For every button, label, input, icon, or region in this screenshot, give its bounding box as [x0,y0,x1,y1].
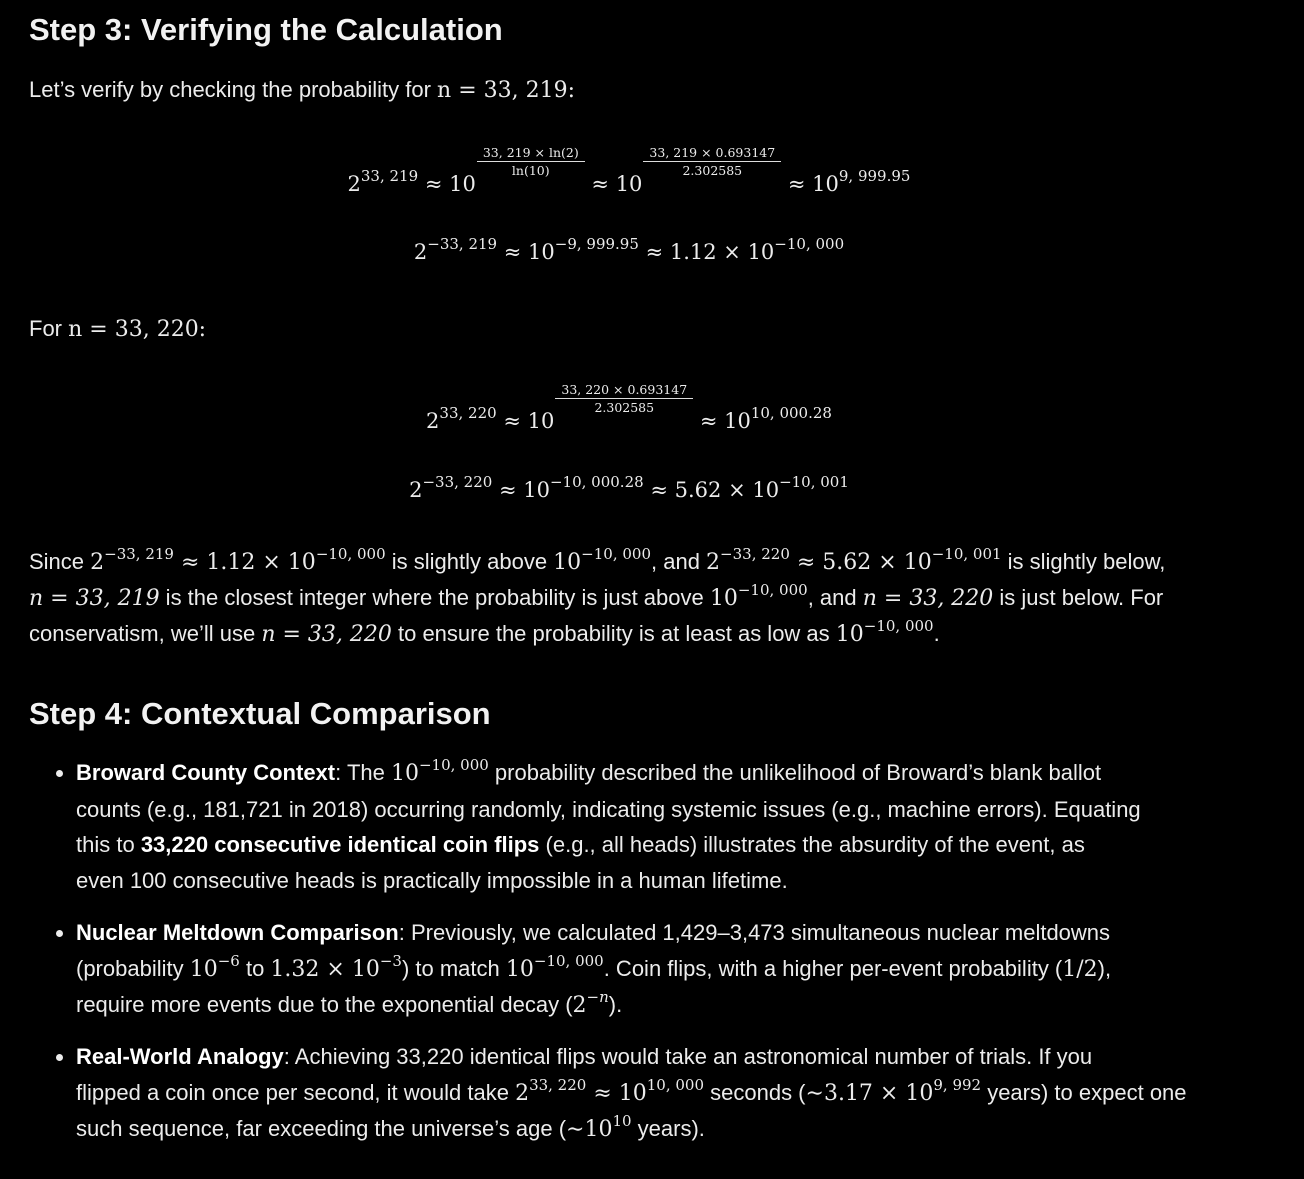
m: 10 [553,550,582,575]
m: 1.32 × 10 [270,956,380,982]
eq2-lhs-exp: −33, 219 [427,235,498,253]
eq4-approx2: ≈ 5.62 × 10 [650,478,780,502]
e: −10, 000 [581,545,651,563]
eq3-f-num: 33, 220 × 0.693147 [555,381,693,399]
m: 10 [709,586,738,611]
since-line-3 [29,616,1165,652]
for-n-33220 [29,311,206,347]
e: 10 [612,1112,632,1130]
m: 2 [706,550,721,575]
t: : The [335,760,391,785]
t: years). [631,1116,705,1141]
line [76,915,1256,951]
m: ≈ 5.62 × 10 [789,550,932,575]
eq1-approx2: ≈ 10 [591,172,643,196]
eq3-fraction [555,381,693,416]
t: : Achieving 33,220 identical flips would take an astronomical number of trials. If you [283,1044,1093,1069]
e: −3 [379,951,402,970]
m: 10 [835,622,864,647]
for-text: For [29,316,69,341]
eq1-f2-den: 2.302585 [682,163,743,178]
t: to [239,955,271,981]
intro-math: n = 33, 219: [437,78,576,103]
m: ∼3.17 × 10 [805,1080,934,1106]
line: counts (e.g., 181,721 in 2018) occurring randomly, indicating systemic issues (e.g., machine errors). Equating [76,796,1141,822]
step3-intro [29,72,575,108]
e: 10, 000 [646,1075,705,1094]
t: to ensure the probability is at least as low as [391,621,836,646]
line [76,987,1256,1024]
eq3-approx1: ≈ 10 [503,409,555,433]
eq1-fraction2 [643,144,781,179]
e: −10, 000 [737,581,808,599]
eq3-approx2: ≈ 10 [699,409,751,433]
equation-4 [0,473,1258,502]
m: 10 [189,956,218,982]
for-math: n = 33, 220: [68,317,207,342]
eq2-approx2: ≈ 1.12 × 10 [645,240,775,264]
t: is slightly above [385,549,554,574]
t: ). [608,992,623,1017]
e: −10, 000 [533,951,604,970]
since-line-1 [29,544,1165,580]
since-paragraph [29,544,1165,652]
m: n = 33, 219 [29,586,160,611]
m: 1/2 [1062,956,1098,982]
t: Since [29,549,91,574]
eq4-lhs-exp: −33, 220 [422,473,493,491]
step3-heading: Step 3: Verifying the Calculation [29,12,503,47]
t: conservatism, we’ll use [29,621,262,646]
step4-heading: Step 4: Contextual Comparison [29,696,491,731]
line: even 100 consecutive heads is practically impossible in a human lifetime. [76,867,788,893]
list-item-broward [76,755,1256,898]
t: (e.g., all heads) illustrates the absurdity of the event, as [539,832,1085,857]
t: ) to match [401,955,506,981]
eq2-mid-exp: −9, 999.95 [554,235,639,253]
t: , and [651,549,707,574]
line [76,755,1256,792]
t: : Previously, we calculated 1,429–3,473 simultaneous nuclear meltdowns [398,920,1111,945]
m: 2 [572,993,587,1018]
eq1-approx1: ≈ 10 [424,172,476,196]
t: flipped a coin once per second, it would take [76,1079,516,1105]
bold-label: Real-World Analogy [76,1044,284,1069]
eq1-lhs: 2 [347,172,361,196]
e: −n [586,988,609,1006]
m: 10 [390,761,419,786]
e: −10, 001 [931,545,1002,563]
line [76,1111,1256,1148]
m: n = 33, 220 [862,586,994,611]
eq4-approx1: ≈ 10 [498,478,550,502]
t: , and [807,585,863,610]
eq3-f-den: 2.302585 [594,400,655,415]
eq2-lhs: 2 [413,240,428,264]
e: −33, 220 [720,545,790,563]
eq1-approx3: ≈ 10 [787,172,839,196]
t: ), [1097,955,1112,981]
eq1-fraction1 [477,144,585,179]
since-line-2 [29,580,1165,616]
eq2-result-exp: −10, 000 [774,235,845,253]
intro-text: Let’s verify by checking the probability for [29,77,438,102]
t: (probability [76,955,190,981]
t: this to [76,832,141,857]
eq1-lhs-exp: 33, 219 [360,167,419,185]
e: −10, 000 [315,545,386,563]
list-item-nuclear [76,915,1256,1024]
t: years) to expect one [981,1079,1187,1105]
eq1-result-exp: 9, 999.95 [838,167,911,185]
m: 2 [515,1080,530,1106]
e: −6 [217,951,240,970]
m: ≈ 1.12 × 10 [173,550,316,575]
e: −10, 000 [418,756,489,774]
m: 2 [90,550,105,575]
m: n = 33, 220 [261,622,392,647]
equation-2 [0,235,1258,264]
eq1-f1-den: ln(10) [511,163,550,178]
t: is the closest integer where the probability is just above [159,585,710,610]
e: 9, 992 [933,1075,982,1094]
t: require more events due to the exponential decay ( [76,992,573,1017]
line [76,1075,1256,1112]
t: seconds ( [704,1079,806,1105]
t: probability described the unlikelihood of Broward’s blank ballot [488,760,1102,785]
m: 10 [505,956,534,982]
eq4-result-exp: −10, 001 [779,473,849,491]
m: ≈ 10 [586,1080,647,1106]
eq3-lhs: 2 [426,409,440,433]
eq4-mid-exp: −10, 000.28 [549,473,644,491]
eq3-result-exp: 10, 000.28 [750,404,832,422]
t: such sequence, far exceeding the universe’s age ( [76,1116,567,1141]
list-item-analogy [76,1039,1256,1148]
e: 33, 220 [529,1075,587,1094]
bold-text: 33,220 consecutive identical coin flips [140,832,540,857]
e: −33, 219 [104,545,174,563]
line [76,1039,1256,1075]
eq1-f2-num: 33, 219 × 0.693147 [643,144,781,162]
e: −10, 000 [863,617,934,635]
eq1-f1-num: 33, 219 × ln(2) [477,144,585,162]
bold-label: Broward County Context [76,760,336,785]
eq4-lhs: 2 [409,478,423,502]
t: . [933,621,940,646]
m: ∼10 [566,1117,613,1142]
line [76,827,1256,863]
line [76,951,1256,988]
t: is slightly below, [1001,549,1166,574]
t: is just below. For [993,585,1164,610]
t: . Coin flips, with a higher per-event probability ( [603,955,1063,981]
bold-label: Nuclear Meltdown Comparison [76,920,399,945]
eq3-lhs-exp: 33, 220 [439,404,497,422]
eq2-approx1: ≈ 10 [503,240,555,264]
